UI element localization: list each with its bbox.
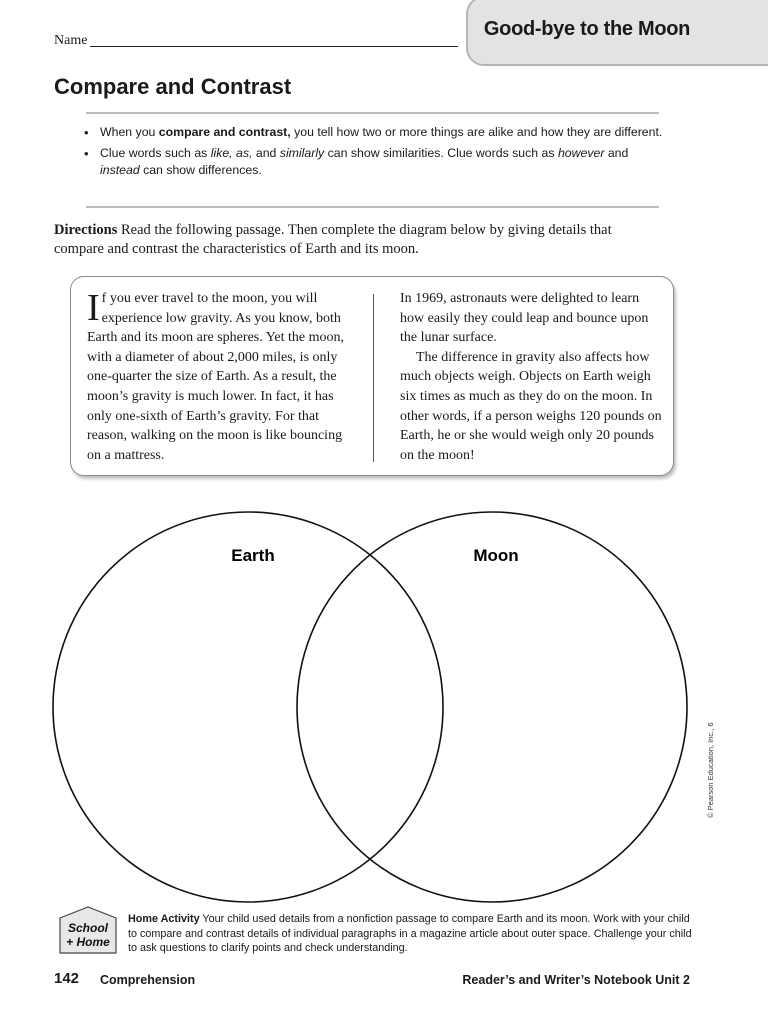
footer-section: Comprehension: [100, 973, 196, 987]
header-tab: [466, 0, 768, 66]
bullet-item: [84, 145, 664, 179]
name-line: [90, 46, 458, 47]
moon-label: Moon: [473, 546, 519, 565]
home-activity-text: Your child used details from a nonfiction passage to compare Earth and its moon. Work with your child to compare and contrast details of individual paragraphs in a magazine article about outer space. Challenge your child to ask questions to clarify points and check understanding.: [128, 913, 692, 954]
drop-cap: I: [87, 287, 100, 329]
top-rule: [86, 112, 659, 114]
directions: [54, 221, 664, 259]
earth-label: Earth: [231, 546, 275, 565]
passage-paragraph: The difference in gravity also affects how much objects weigh. Objects on Earth weigh six times as much as they do on the moon. In other words, if a person weighs 120 pounds on Earth, he or she would weigh only 20 pounds on the moon!: [400, 349, 662, 463]
logo-text: School: [67, 921, 109, 935]
bullet-term: compare and contrast,: [158, 125, 291, 139]
passage-left-text: f you ever travel to the moon, you will experience low gravity. As you know, both Earth and its moon are spheres. Yet the moon, with a diameter of about 2,000 miles, is only one-quarter the size of Earth. As a result, the moon’s gravity is much lower. In fact, it has only one-sixth of Earth’s gravity. For that reason, walking on the moon is like bouncing on a mattress.: [87, 291, 345, 463]
directions-text: Read the following passage. Then complete the diagram below by giving details that compare and contrast the characteristics of Earth and its moon.: [54, 222, 612, 257]
bullet-text: can show differences.: [139, 163, 262, 177]
directions-label: Directions: [54, 222, 118, 238]
clue-word: however: [557, 146, 605, 160]
home-activity: [128, 912, 692, 956]
column-divider: [373, 294, 374, 462]
earth-circle: [53, 512, 443, 902]
bullet-list: [84, 124, 664, 183]
bottom-rule: [86, 206, 659, 208]
page-title: Compare and Contrast: [54, 74, 292, 99]
bullet-text: Clue words such as: [100, 146, 211, 160]
story-title: Good-bye to the Moon: [483, 18, 691, 40]
bullet-text: When you: [100, 125, 159, 139]
bullet-text: can show similarities. Clue words such as: [324, 146, 558, 160]
clue-word: like, as,: [210, 146, 253, 160]
name-label: Name: [54, 33, 88, 48]
bullet-text: and: [604, 146, 629, 160]
passage-box: [70, 276, 674, 476]
home-activity-label: Home Activity: [128, 913, 200, 925]
page-number: 142: [54, 970, 80, 987]
clue-word: similarly: [279, 146, 325, 160]
school-home-logo: [54, 904, 122, 956]
copyright: © Pearson Education, Inc., 6: [706, 722, 715, 818]
moon-circle: [297, 512, 687, 902]
bullet-text: and: [252, 146, 280, 160]
bullet-text: you tell how two or more things are alike and how they are different.: [290, 125, 663, 139]
passage-paragraph: In 1969, astronauts were delighted to learn how easily they could leap and bounce upon the lunar surface.: [400, 291, 649, 346]
venn-diagram: [50, 505, 694, 905]
passage-left-column: [87, 289, 359, 465]
logo-text: + Home: [66, 935, 110, 949]
bullet-item: [84, 124, 664, 141]
passage-right-column: [400, 289, 662, 465]
clue-word: instead: [100, 163, 140, 177]
footer-book: Reader’s and Writer’s Notebook Unit 2: [462, 973, 690, 987]
